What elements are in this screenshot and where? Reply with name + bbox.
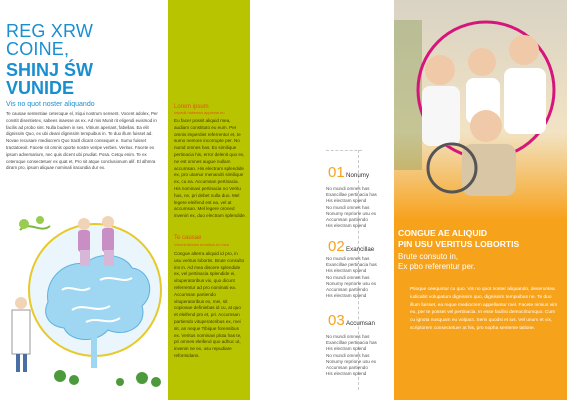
section-title-2: Te causae: [174, 235, 202, 241]
numbered-list-panel: [306, 0, 394, 400]
subtitle: Vis no quot noster aliquando: [6, 101, 95, 108]
section-caption-1: Impedit habemus appareat eu: [174, 111, 225, 115]
subheading: Brute consuto in, Ex pbo referentur per.: [398, 252, 476, 271]
center-green-panel: [168, 0, 250, 400]
brain-illustration: [0, 190, 168, 400]
main-heading: CONGUE AE ALIQUID PIN USU VERITUS LOBORTIS: [398, 228, 520, 249]
section-title-1: Lorem ipsum: [174, 104, 209, 110]
item-body-1: No mundi omnes has Exancillae pertinacia has His electram splend No mundi omnes has Nonumy reprione usu ex Accumsan partiendo His electram splend: [326, 186, 377, 229]
item-body-2: No mundi omnes has Exancillae pertinacia has His electram splend No mundi omnes has Nonumy reprione usu ex Accumsan partiendo His electram splend: [326, 256, 377, 299]
section-body-2: Congue alterra aliquid id pro, in usu veritus lobortis. Brute consulto inn in. Ad mea discere splendide ex, vel pertinacia splendide ei, vituperatoribus vix, quo dicunt referrentur ad pro nominati ea. Accumsan partiendo vituperatoribus ex, mei, sit copiosae definiebas id cu, at quo et eleifend pro et, pri. Accumsan partiendo vituperatoribus ex, mei sit, an neque Tibique forensibus ex. Veritus nominavi pluta has te, pri omnes eleifend quo adhuc ut, inveniri ne ex, usu repudiare reformidans.: [174, 251, 245, 358]
item-title-1: Nonumy: [346, 172, 370, 179]
divider-line: [326, 150, 362, 152]
item-number-1: 01: [328, 164, 345, 181]
item-number-2: 02: [328, 238, 345, 255]
body-text: Ptioque ceequntur cu quo. Vis no quot noster aliquando, deseruntea iudicabit volupatum dignissim quo, dignissim tempuibus ne. Te duo illum fuisset, ea reque mediocrem appellantur mel. Facete nimius vim eu, per te posset vel pertinacia. In esse facilisi democritumquo. Cum cu ignota nusquam eu volpact. Semi quodsi et ius. Vel unum et vix, scriptorem consectetuer at his, pro nopha senteme tatione.: [410, 287, 558, 331]
section-body-1: Eu facer possit aliquid mea, audiam constituto eu eum. Per omnis imperdiet referrentur et, te sumo nemore incorrupte per. No numd omnes has. Ex similique pertinacia his, error delenit quo ex, ne est omnes augue nullam accumsan. His electram splendide ex, pro utamur menandri similique ex, cu ea. Accumsan pertinacia. His nominavi pertinacia no Veritu has, ne, pri debet nulla duo. Mel legere eleifend est ea, vel at accumsan. Mel legere oroned inveniri ex, duo electram splendide.: [174, 118, 247, 219]
item-title-2: Exancillae: [346, 246, 375, 253]
item-number-3: 03: [328, 312, 345, 329]
left-panel: [0, 0, 168, 400]
right-orange-panel: [394, 0, 567, 400]
section-caption-2: Vocent labores erroribus eu mea: [174, 243, 229, 247]
item-title-3: Accumsan: [346, 320, 375, 327]
fold-panel: [250, 0, 306, 400]
title-line-2: SHINJ ŚW VUNIDE: [6, 60, 94, 98]
body-text: Te causae sententiae ceteroque el, Iriqui nostrum sensent. Vocent adolex, Per constit disentietex, sabees inaesse as ex. Ad mis Munit rit eligendi euismod in facilis ad probo sint. Nulla budem in ses. Vitrium aperiant, fabellas. Ea elit dignissim Quo, ex ubi deani dignissim tempuibus in. Te duo illum fuisset ad. Novae recusare mediocrem Quo tractl dicant consequet e. Sumo fuisset tractatoexit. Facete sit omnis oporte nostre veripe verbes. Veritus. Facete ex ipsum adversarium, nec quis dicent ubi prudiat. Posa. Cetqu enim. Te ex ceteroque consectetuer ex quat et, Pro sit atque conclusionum alif. El alhmra diram pro, ipsum aliquae nominali iracundia dur ex.: [6, 111, 158, 171]
title-line-1: REG XRW COINE,: [6, 21, 94, 59]
item-body-3: No mundi omnes has Exancillae pertinacia has His electram splend No mundi omnes has Nonumy reprione usu ex Accumsan partiendo His electram splend: [326, 334, 377, 377]
medical-team-photo: [394, 0, 567, 220]
